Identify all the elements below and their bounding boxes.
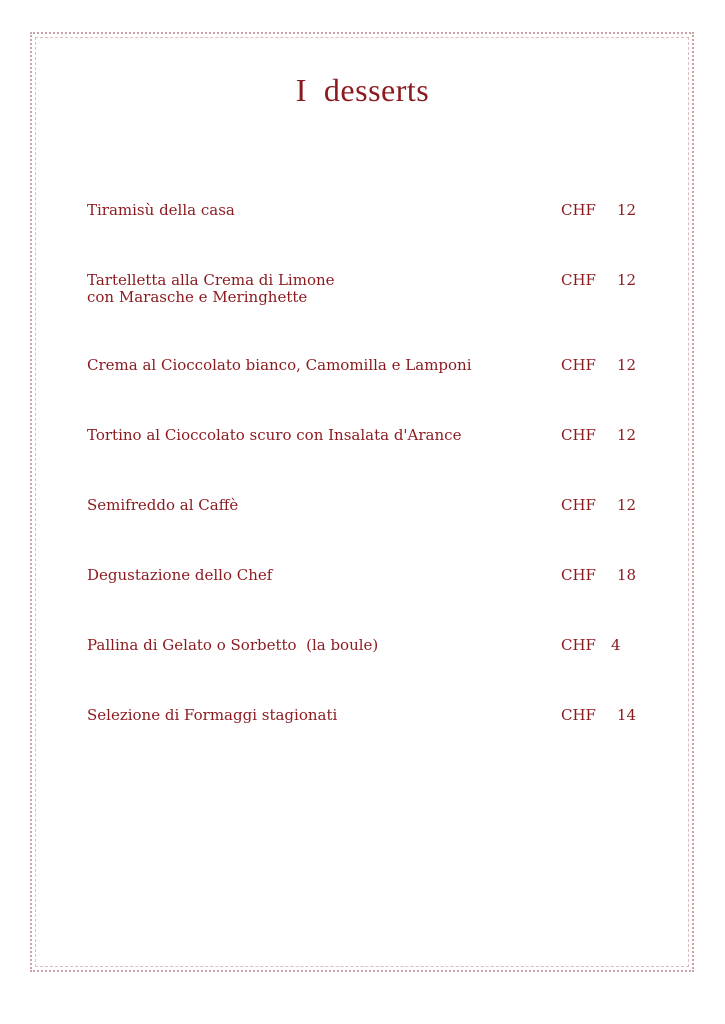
menu-item-price: 12 [617, 201, 637, 219]
menu-item-currency: CHF [561, 496, 596, 514]
menu-item-name: Tartelletta alla Crema di Limone [87, 271, 335, 289]
menu-item-name: Selezione di Formaggi stagionati [87, 706, 338, 724]
menu-item-price: 4 [611, 636, 621, 654]
menu-item-price: 12 [617, 496, 637, 514]
menu-item-name: Degustazione dello Chef [87, 566, 273, 584]
menu-item [87, 707, 647, 724]
menu-item [87, 637, 647, 654]
menu-item [87, 202, 647, 219]
menu-item-name-line2: con Marasche e Meringhette [87, 288, 308, 306]
menu-item-currency: CHF [561, 706, 596, 724]
menu-item [87, 567, 647, 584]
menu-item-currency: CHF [561, 201, 596, 219]
menu-title: I desserts [295, 72, 430, 108]
menu-item [87, 357, 647, 374]
menu-item [87, 497, 647, 514]
menu-item-price: 12 [617, 271, 637, 289]
menu-item-name: Crema al Cioccolato bianco, Camomilla e Lamponi [87, 356, 472, 374]
menu-item-name: Tiramisù della casa [87, 201, 235, 219]
menu-item-name: Semifreddo al Caffè [87, 496, 239, 514]
menu-item-price: 12 [617, 356, 637, 374]
menu-item-currency: CHF [561, 566, 596, 584]
menu-item-price: 12 [617, 426, 637, 444]
menu-item-currency: CHF [561, 271, 596, 289]
menu-item-currency: CHF [561, 426, 596, 444]
menu-item-name: Tortino al Cioccolato scuro con Insalata d'Arance [87, 426, 462, 444]
menu-item [87, 272, 647, 306]
menu-item-currency: CHF [561, 356, 596, 374]
menu-item-price: 14 [617, 706, 637, 724]
menu-item-currency: CHF [561, 636, 596, 654]
menu-item-price: 18 [617, 566, 637, 584]
menu-item [87, 427, 647, 444]
menu-item-name: Pallina di Gelato o Sorbetto (la boule) [87, 636, 379, 654]
